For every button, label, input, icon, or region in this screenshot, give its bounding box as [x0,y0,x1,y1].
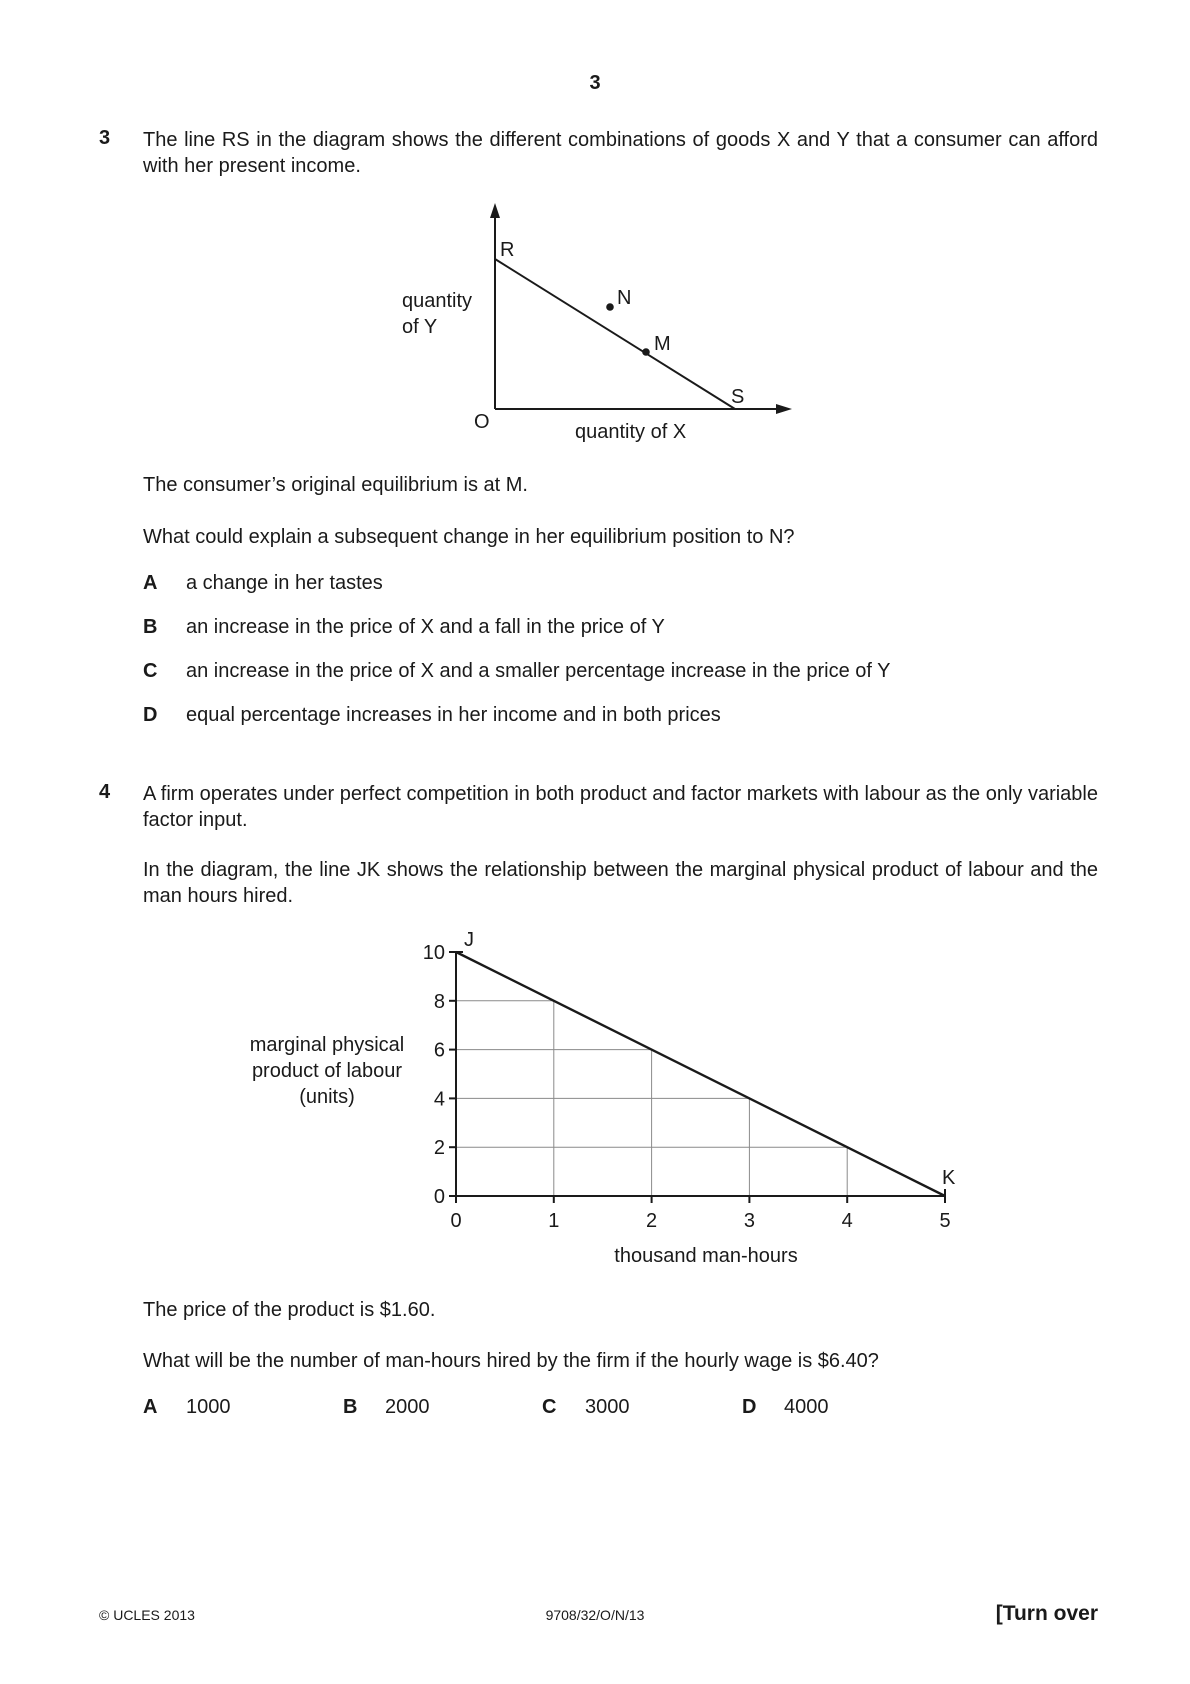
x-tick-label: 2 [646,1210,658,1232]
label-j: J [464,929,474,951]
question-4-intro-2: In the diagram, the line JK shows the relationship between the marginal physical product of labour and the man hours hired. [143,859,1098,907]
question-4-number: 4 [99,781,111,803]
y-tick-label: 4 [433,1088,445,1111]
question-3-number: 3 [99,127,111,149]
question-3-intro: The line RS in the diagram shows the different combinations of goods X and Y that a consumer can afford with her present income. [143,129,1098,177]
question-3-prompt: What could explain a subsequent change in her equilibrium position to N? [143,526,795,548]
chart-y-label-line3: (units) [299,1086,355,1108]
question-4-option-c-letter: C [542,1396,557,1418]
question-3-option-b-letter: B [143,616,158,638]
label-n: N [617,287,632,309]
label-k: K [942,1167,956,1189]
footer-copyright: © UCLES 2013 [99,1607,195,1623]
chart-grid [456,1001,847,1196]
question-3-option-a-text: a change in her tastes [186,572,383,594]
x-axis-label: quantity of X [575,421,687,443]
question-4-option-b-text: 2000 [385,1396,430,1418]
chart-y-label-line2: product of labour [251,1060,403,1082]
y-tick-label: 8 [433,990,445,1013]
y-tick-label: 6 [433,1039,445,1062]
question-4-intro: A firm operates under perfect competition in both product and factor markets with labour as the only variable factor input. [143,783,1098,831]
y-axis-label-line1: quantity [402,290,473,312]
label-origin: O [474,411,490,433]
question-3-option-a-letter: A [143,572,158,594]
question-3-option-c-letter: C [143,660,158,682]
question-4-prompt: What will be the number of man-hours hired by the firm if the hourly wage is $6.40? [143,1350,879,1372]
chart-y-label-line1: marginal physical [249,1034,405,1056]
question-4-option-b-letter: B [343,1396,358,1418]
x-tick-label: 4 [841,1210,853,1232]
question-3-option-d-text: equal percentage increases in her income and in both prices [186,704,721,726]
label-s: S [731,386,745,408]
x-tick-label: 3 [743,1210,755,1232]
y-tick-label: 2 [433,1137,445,1160]
question-3-option-b-text: an increase in the price of X and a fall in the price of Y [186,616,665,638]
y-tick-label: 10 [422,942,445,964]
mpp-line-jk [456,952,945,1196]
x-tick-label: 5 [939,1210,951,1232]
x-tick-label: 1 [548,1210,560,1232]
question-3-option-c-text: an increase in the price of X and a smaller percentage increase in the price of Y [186,660,891,682]
chart-x-label: thousand man-hours [614,1245,798,1267]
y-tick-label: 0 [433,1186,445,1208]
question-3-option-d-letter: D [143,704,158,726]
footer-turn-over: [Turn over [995,1602,1098,1625]
question-4-option-d-letter: D [742,1396,757,1418]
question-4-option-c-text: 3000 [585,1396,630,1418]
page-number: 3 [589,72,601,94]
question-4-option-a-letter: A [143,1396,158,1418]
y-axis-label-line2: of Y [402,316,438,338]
question-4-option-d-text: 4000 [784,1396,829,1418]
label-r: R [500,239,515,261]
footer-paper-code: 9708/32/O/N/13 [545,1607,645,1623]
question-4-option-a-text: 1000 [186,1396,231,1418]
question-4-statement: The price of the product is $1.60. [143,1299,436,1321]
x-tick-label: 0 [450,1210,462,1232]
label-m: M [654,333,671,355]
question-3-statement: The consumer’s original equilibrium is at M. [143,474,528,496]
